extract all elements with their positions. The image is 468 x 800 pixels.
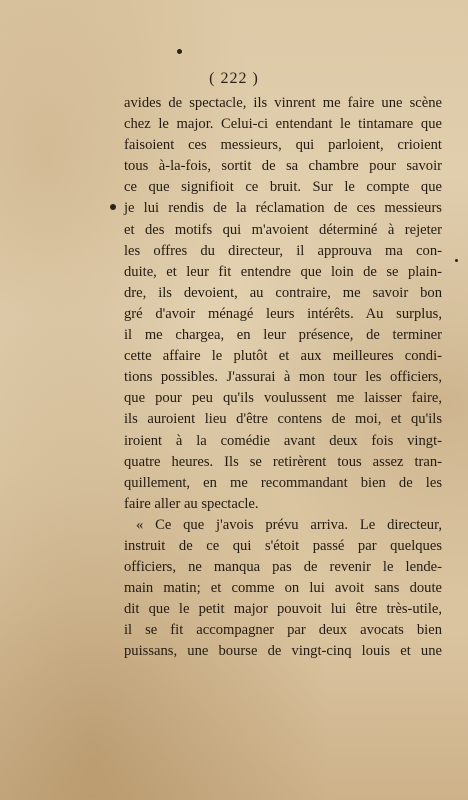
text-line: quillement, en me recommandant bien de les (124, 474, 442, 491)
text-line: il me chargea, en leur présence, de terminer (124, 327, 442, 344)
text-line: ils auroient lieu d'être contens de moi, et qu'ils (124, 411, 442, 428)
body-text (124, 93, 442, 663)
text-line: chez le major. Celui-ci entendant le tintamare que (124, 116, 442, 133)
text-line: instruit de ce qui s'étoit passé par quelques (124, 537, 442, 554)
text-line: que pour peu qu'ils voulussent me laisser faire, (124, 390, 442, 407)
ink-spot (455, 259, 458, 262)
text-line: je lui rendis de la réclamation de ces messieurs (124, 200, 442, 217)
page-number: ( 222 ) (209, 70, 259, 87)
ink-spot (110, 204, 116, 210)
text-line: « Ce que j'avois prévu arriva. Le directeur, (136, 516, 442, 533)
ink-spot (177, 49, 182, 54)
text-line: cette affaire le plutôt et aux meilleures condi- (124, 348, 442, 365)
text-line: faisoient ces messieurs, qui parloient, crioient (124, 137, 442, 154)
text-line: il se fit accompagner par deux avocats bien (124, 622, 442, 639)
text-line: et des motifs qui m'avoient déterminé à rejeter (124, 221, 442, 238)
text-line: iroient à la comédie avant deux fois vingt- (124, 432, 442, 449)
text-line: dit que le petit major pouvoit lui être très-utile, (124, 601, 442, 618)
text-line: ce que signifioit ce bruit. Sur le compte que (124, 179, 442, 196)
text-line: officiers, ne manqua pas de revenir le lende- (124, 559, 442, 576)
text-line: gré d'avoir ménagé leurs intérêts. Au surplus, (124, 305, 442, 322)
text-line: dre, ils devoient, au contraire, me savoir bon (124, 284, 442, 301)
text-line: tions possibles. J'assurai à mon tour les officiers, (124, 369, 442, 386)
text-line: les offres du directeur, il approuva ma con- (124, 242, 442, 259)
text-line: duite, et leur fit entendre que loin de se plain- (124, 263, 442, 280)
text-line: avides de spectacle, ils vinrent me faire une scène (124, 95, 442, 111)
text-line: puissans, une bourse de vingt-cinq louis et une (124, 643, 442, 660)
text-line: faire aller au spectacle. (124, 495, 259, 512)
text-line: main matin; et comme on lui avoit sans doute (124, 580, 442, 597)
text-line: tous à-la-fois, sortit de sa chambre pour savoir (124, 158, 442, 175)
text-line: quatre heures. Ils se retirèrent tous assez tran- (124, 453, 442, 470)
